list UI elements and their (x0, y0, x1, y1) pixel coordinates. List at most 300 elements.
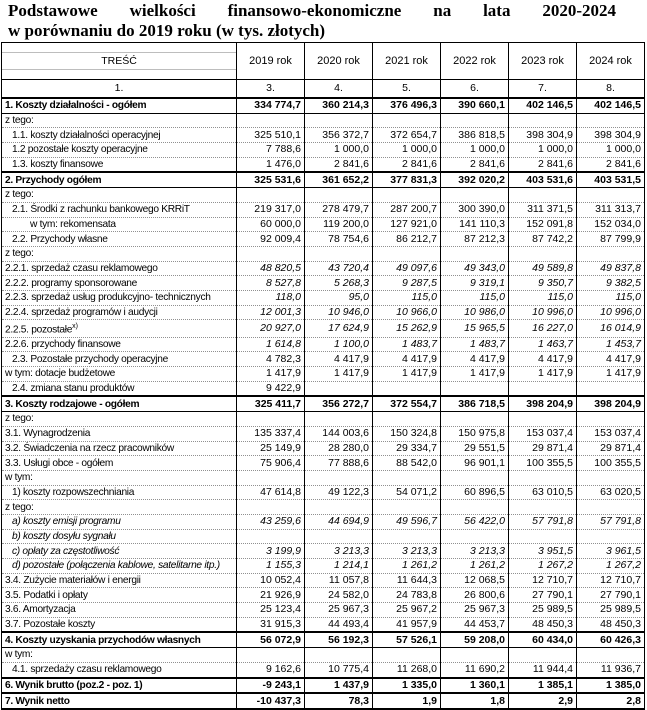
row-value: 60 426,3 (577, 632, 645, 647)
row-value: 2,9 (509, 693, 577, 709)
table-row (2, 352, 645, 367)
row-value: 49 122,3 (305, 485, 373, 500)
table-row (2, 456, 645, 471)
row-value: 1 000,0 (441, 143, 509, 158)
row-value (509, 648, 577, 663)
row-value: 5 268,3 (305, 276, 373, 291)
row-value: 376 496,3 (373, 98, 441, 113)
row-value: 48 450,3 (577, 617, 645, 632)
row-label: b) koszty dosyłu sygnału (2, 529, 237, 544)
row-value (305, 648, 373, 663)
row-value (509, 381, 577, 396)
table-row (2, 514, 645, 529)
row-value: 2 841,6 (509, 157, 577, 172)
row-value: 1 214,1 (305, 559, 373, 574)
row-value: 287 200,7 (373, 202, 441, 217)
row-value: 4 417,9 (577, 352, 645, 367)
row-value: 11 057,8 (305, 573, 373, 588)
row-value: 49 589,8 (509, 261, 577, 276)
row-value: 12 001,3 (237, 305, 305, 320)
table-row (2, 261, 645, 276)
financial-table (1, 42, 645, 710)
row-value: 43 259,6 (237, 514, 305, 529)
row-value: 21 926,9 (237, 588, 305, 603)
table-row (2, 246, 645, 261)
row-value: 59 208,0 (441, 632, 509, 647)
row-label: z tego: (2, 113, 237, 128)
row-value: 12 068,5 (441, 573, 509, 588)
row-value: 88 542,0 (373, 456, 441, 471)
row-value: 1 417,9 (441, 367, 509, 382)
row-value (237, 529, 305, 544)
row-value: 10 996,0 (509, 305, 577, 320)
row-label: 2.2.3. sprzedaż usług produkcyjno- technicznych (2, 290, 237, 305)
table-row (2, 470, 645, 485)
row-value: 26 800,6 (441, 588, 509, 603)
row-value: 47 614,8 (237, 485, 305, 500)
header-column-number: 6. (441, 80, 509, 99)
table-row (2, 202, 645, 217)
row-value: 1 261,2 (373, 559, 441, 574)
row-value (509, 529, 577, 544)
row-value: 49 837,8 (577, 261, 645, 276)
row-value (305, 113, 373, 128)
table-row (2, 441, 645, 456)
row-value: 56 192,3 (305, 632, 373, 647)
row-value: 15 262,9 (373, 320, 441, 337)
row-value: 17 624,9 (305, 320, 373, 337)
row-value: 49 097,6 (373, 261, 441, 276)
row-value: 10 986,0 (441, 305, 509, 320)
table-row (2, 648, 645, 663)
table-row (2, 396, 645, 411)
row-value: 27 790,1 (509, 588, 577, 603)
row-value: 152 034,0 (577, 217, 645, 232)
table-row (2, 305, 645, 320)
row-value: 11 944,4 (509, 662, 577, 677)
row-label: w tym: dotacje budżetowe (2, 367, 237, 382)
row-value: 25 989,5 (577, 603, 645, 618)
row-value: 153 037,4 (509, 426, 577, 441)
row-value: 44 493,4 (305, 617, 373, 632)
row-label: 2.4. zmiana stanu produktów (2, 381, 237, 396)
row-value: 100 355,5 (509, 456, 577, 471)
row-label: 3.6. Amortyzacja (2, 603, 237, 618)
row-value: 219 317,0 (237, 202, 305, 217)
row-value (509, 188, 577, 203)
table-row (2, 217, 645, 232)
row-value: 54 071,2 (373, 485, 441, 500)
row-value: 4 417,9 (373, 352, 441, 367)
row-value: 3 951,5 (509, 544, 577, 559)
row-value: 1 483,7 (373, 337, 441, 352)
row-value: 1 453,7 (577, 337, 645, 352)
row-value: 60 434,0 (509, 632, 577, 647)
table-row (2, 98, 645, 113)
row-value: 27 790,1 (577, 588, 645, 603)
row-label: 7. Wynik netto (2, 693, 237, 709)
row-value (373, 500, 441, 515)
row-value: 31 915,3 (237, 617, 305, 632)
table-body (2, 98, 645, 709)
row-value: 57 526,1 (373, 632, 441, 647)
row-value: 402 146,5 (577, 98, 645, 113)
header-tresc-label: TREŚĆ (101, 55, 137, 67)
row-label: w tym: (2, 648, 237, 663)
header-cell-year: 2024 rok (577, 43, 645, 80)
table-row (2, 172, 645, 187)
row-value: 1 267,2 (509, 559, 577, 574)
row-value: 41 957,9 (373, 617, 441, 632)
row-value: 150 324,8 (373, 426, 441, 441)
row-label: w tym: (2, 470, 237, 485)
row-value: 10 966,0 (373, 305, 441, 320)
row-value: 25 989,5 (509, 603, 577, 618)
row-value: 49 596,7 (373, 514, 441, 529)
row-value: 403 531,5 (577, 172, 645, 187)
row-value: 86 212,7 (373, 232, 441, 247)
page-title-line2: w porównaniu do 2019 roku (w tys. złotych) (8, 20, 326, 40)
table-row (2, 573, 645, 588)
row-label: d) pozostałe (połączenia kablowe, satelitarne itp.) (2, 559, 237, 574)
row-label: 2. Przychody ogółem (2, 172, 237, 187)
row-value: 278 479,7 (305, 202, 373, 217)
row-value: 24 582,0 (305, 588, 373, 603)
row-value: 1 261,2 (441, 559, 509, 574)
row-value (441, 246, 509, 261)
row-value (509, 470, 577, 485)
row-value: 372 654,7 (373, 128, 441, 143)
row-value: 44 453,7 (441, 617, 509, 632)
row-value: 300 390,0 (441, 202, 509, 217)
row-value: 153 037,4 (577, 426, 645, 441)
row-value: 11 644,3 (373, 573, 441, 588)
row-value: 10 052,4 (237, 573, 305, 588)
row-value: 3 213,3 (441, 544, 509, 559)
page-title-line1: Podstawowe wielkości finansowo-ekonomiczne na lata 2020-2024 (8, 1, 616, 20)
row-value (577, 188, 645, 203)
row-value: 63 020,5 (577, 485, 645, 500)
header-cell-year: 2021 rok (373, 43, 441, 80)
row-label: 6. Wynik brutto (poz.2 - poz. 1) (2, 678, 237, 694)
row-label: 2.2.4. sprzedaż programów i audycji (2, 305, 237, 320)
row-value: 4 417,9 (305, 352, 373, 367)
row-value: 25 967,3 (441, 603, 509, 618)
row-value: 11 690,2 (441, 662, 509, 677)
table-row (2, 188, 645, 203)
row-value (509, 412, 577, 427)
row-value (441, 500, 509, 515)
row-value: 87 212,3 (441, 232, 509, 247)
row-value: 48 820,5 (237, 261, 305, 276)
row-value (509, 500, 577, 515)
row-value: 2 841,6 (373, 157, 441, 172)
row-value: 25 967,3 (305, 603, 373, 618)
row-value: 150 975,8 (441, 426, 509, 441)
row-value: -10 437,3 (237, 693, 305, 709)
row-value: 311 371,5 (509, 202, 577, 217)
row-value: 57 791,8 (509, 514, 577, 529)
row-value: -9 243,1 (237, 678, 305, 694)
row-value: 96 901,1 (441, 456, 509, 471)
row-value: 25 149,9 (237, 441, 305, 456)
header-column-number: 3. (237, 80, 305, 99)
header-divider-bottom (2, 69, 236, 79)
row-label: 1.1. koszty działalności operacyjnej (2, 128, 237, 143)
table-header (2, 43, 645, 99)
row-value (373, 381, 441, 396)
table-row (2, 113, 645, 128)
row-value: 9 422,9 (237, 381, 305, 396)
table-row (2, 290, 645, 305)
row-value: 1 483,7 (441, 337, 509, 352)
row-value (305, 500, 373, 515)
row-value: 3 213,3 (305, 544, 373, 559)
table-row (2, 544, 645, 559)
row-value: 115,0 (509, 290, 577, 305)
row-value: 115,0 (441, 290, 509, 305)
row-value: 377 831,3 (373, 172, 441, 187)
row-label: 4. Koszty uzyskania przychodów własnych (2, 632, 237, 647)
row-value (373, 648, 441, 663)
row-value: 1 000,0 (509, 143, 577, 158)
row-value: 1,9 (373, 693, 441, 709)
table-row (2, 500, 645, 515)
row-value: 361 652,2 (305, 172, 373, 187)
row-value (577, 412, 645, 427)
row-value: 25 967,2 (373, 603, 441, 618)
row-value: 100 355,5 (577, 456, 645, 471)
row-value: 9 287,5 (373, 276, 441, 291)
row-value: 20 927,0 (237, 320, 305, 337)
row-value: 325 411,7 (237, 396, 305, 411)
row-value: 1 267,2 (577, 559, 645, 574)
row-value: 3 961,5 (577, 544, 645, 559)
header-column-number: 4. (305, 80, 373, 99)
row-value: 49 343,0 (441, 261, 509, 276)
row-value: 48 450,3 (509, 617, 577, 632)
row-label: 1. Koszty działalności - ogółem (2, 98, 237, 113)
row-label: a) koszty emisji programu (2, 514, 237, 529)
row-value: 1 463,7 (509, 337, 577, 352)
row-label: 1) koszty rozpowszechniania (2, 485, 237, 500)
table-row (2, 337, 645, 352)
row-value (373, 412, 441, 427)
table-row (2, 678, 645, 694)
row-value: 402 146,5 (509, 98, 577, 113)
table-row (2, 128, 645, 143)
table-row (2, 367, 645, 382)
table-row (2, 276, 645, 291)
row-label: 2.2.5. pozostałe$^{x)}$ (2, 320, 237, 337)
header-cell-year: 2023 rok (509, 43, 577, 80)
document-page (0, 1, 647, 707)
row-value: 1 476,0 (237, 157, 305, 172)
row-value: 311 313,7 (577, 202, 645, 217)
row-value: 29 551,5 (441, 441, 509, 456)
row-value (305, 529, 373, 544)
row-value: 334 774,7 (237, 98, 305, 113)
row-value: 16 014,9 (577, 320, 645, 337)
row-value (305, 246, 373, 261)
row-value: 7 788,6 (237, 143, 305, 158)
row-value: 1 100,0 (305, 337, 373, 352)
row-value: 8 527,8 (237, 276, 305, 291)
row-value: 1 417,9 (577, 367, 645, 382)
row-value (305, 188, 373, 203)
table-row (2, 662, 645, 677)
row-label: 1.3. koszty finansowe (2, 157, 237, 172)
row-value: 9 382,5 (577, 276, 645, 291)
row-value: 4 782,3 (237, 352, 305, 367)
row-value: 29 334,7 (373, 441, 441, 456)
row-value: 118,0 (237, 290, 305, 305)
row-label: 3.7. Pozostałe koszty (2, 617, 237, 632)
row-value (441, 113, 509, 128)
row-value: 1 000,0 (373, 143, 441, 158)
row-value: 390 660,1 (441, 98, 509, 113)
header-number-row (2, 80, 645, 99)
row-label: 1.2 pozostałe koszty operacyjne (2, 143, 237, 158)
table-row (2, 320, 645, 337)
row-value (237, 648, 305, 663)
row-value: 3 199,9 (237, 544, 305, 559)
table-row (2, 232, 645, 247)
row-label-superscript: x) (72, 323, 78, 331)
row-value (509, 246, 577, 261)
row-value: 29 871,4 (577, 441, 645, 456)
row-value: 1 417,9 (509, 367, 577, 382)
row-value: 56 422,0 (441, 514, 509, 529)
row-value: 77 888,6 (305, 456, 373, 471)
row-value: 2,8 (577, 693, 645, 709)
row-label: c) opłaty za częstotliwość (2, 544, 237, 559)
row-value (441, 188, 509, 203)
row-value (577, 381, 645, 396)
row-label: z tego: (2, 500, 237, 515)
row-label: 3.4. Zużycie materiałów i energii (2, 573, 237, 588)
table-row (2, 381, 645, 396)
row-value: 28 280,0 (305, 441, 373, 456)
row-value (237, 500, 305, 515)
table-row (2, 426, 645, 441)
row-value: 119 200,0 (305, 217, 373, 232)
row-value: 12 710,7 (509, 573, 577, 588)
row-value: 372 554,7 (373, 396, 441, 411)
row-value: 24 783,8 (373, 588, 441, 603)
row-value: 356 372,7 (305, 128, 373, 143)
row-value: 10 946,0 (305, 305, 373, 320)
row-value: 16 227,0 (509, 320, 577, 337)
row-value (441, 648, 509, 663)
row-value: 60 000,0 (237, 217, 305, 232)
row-value: 1 155,3 (237, 559, 305, 574)
table-row (2, 617, 645, 632)
row-value (305, 470, 373, 485)
row-value: 57 791,8 (577, 514, 645, 529)
header-cell-year: 2022 rok (441, 43, 509, 80)
row-value: 1 385,1 (509, 678, 577, 694)
row-value: 9 162,6 (237, 662, 305, 677)
table-row (2, 485, 645, 500)
table-row (2, 157, 645, 172)
row-value (577, 529, 645, 544)
row-value: 1 335,0 (373, 678, 441, 694)
row-value: 2 841,6 (305, 157, 373, 172)
row-value: 1 000,0 (577, 143, 645, 158)
row-value: 398 204,9 (577, 396, 645, 411)
row-value: 403 531,6 (509, 172, 577, 187)
header-cell-year: 2020 rok (305, 43, 373, 80)
header-column-number: 7. (509, 80, 577, 99)
row-value: 2 841,6 (577, 157, 645, 172)
row-label: 2.2.1. sprzedaż czasu reklamowego (2, 261, 237, 276)
row-label: z tego: (2, 246, 237, 261)
row-value: 87 799,9 (577, 232, 645, 247)
row-value: 12 710,7 (577, 573, 645, 588)
row-value: 1 437,9 (305, 678, 373, 694)
row-value: 78 754,6 (305, 232, 373, 247)
row-value: 360 214,3 (305, 98, 373, 113)
row-value (577, 246, 645, 261)
row-value: 1 000,0 (305, 143, 373, 158)
row-value: 356 272,7 (305, 396, 373, 411)
row-value: 398 304,9 (577, 128, 645, 143)
row-label: z tego: (2, 188, 237, 203)
row-value (305, 381, 373, 396)
row-value (237, 412, 305, 427)
row-value (577, 648, 645, 663)
row-value: 75 906,4 (237, 456, 305, 471)
row-value: 3 213,3 (373, 544, 441, 559)
row-value: 1,8 (441, 693, 509, 709)
row-value: 135 337,4 (237, 426, 305, 441)
row-value: 2 841,6 (441, 157, 509, 172)
row-value: 15 965,5 (441, 320, 509, 337)
row-value: 115,0 (373, 290, 441, 305)
row-value: 10 775,4 (305, 662, 373, 677)
table-row (2, 588, 645, 603)
row-value: 10 996,0 (577, 305, 645, 320)
row-label: 2.2.6. przychody finansowe (2, 337, 237, 352)
row-label: 3.1. Wynagrodzenia (2, 426, 237, 441)
page-title (8, 1, 637, 40)
row-value: 152 091,8 (509, 217, 577, 232)
header-column-number: 1. (2, 80, 237, 99)
row-value (577, 500, 645, 515)
row-value (373, 529, 441, 544)
row-value: 60 896,5 (441, 485, 509, 500)
row-value (577, 470, 645, 485)
table-row (2, 529, 645, 544)
row-value: 29 871,4 (509, 441, 577, 456)
table-row (2, 412, 645, 427)
row-value: 4 417,9 (509, 352, 577, 367)
row-value (237, 188, 305, 203)
row-value (577, 113, 645, 128)
row-label: 3.2. Świadczenia na rzecz pracowników (2, 441, 237, 456)
table-row (2, 143, 645, 158)
table-row (2, 559, 645, 574)
table-row (2, 603, 645, 618)
row-value: 144 003,6 (305, 426, 373, 441)
row-value: 25 123,4 (237, 603, 305, 618)
row-value (305, 412, 373, 427)
row-value (237, 113, 305, 128)
row-value: 398 204,9 (509, 396, 577, 411)
row-value: 4 417,9 (441, 352, 509, 367)
row-value (441, 412, 509, 427)
